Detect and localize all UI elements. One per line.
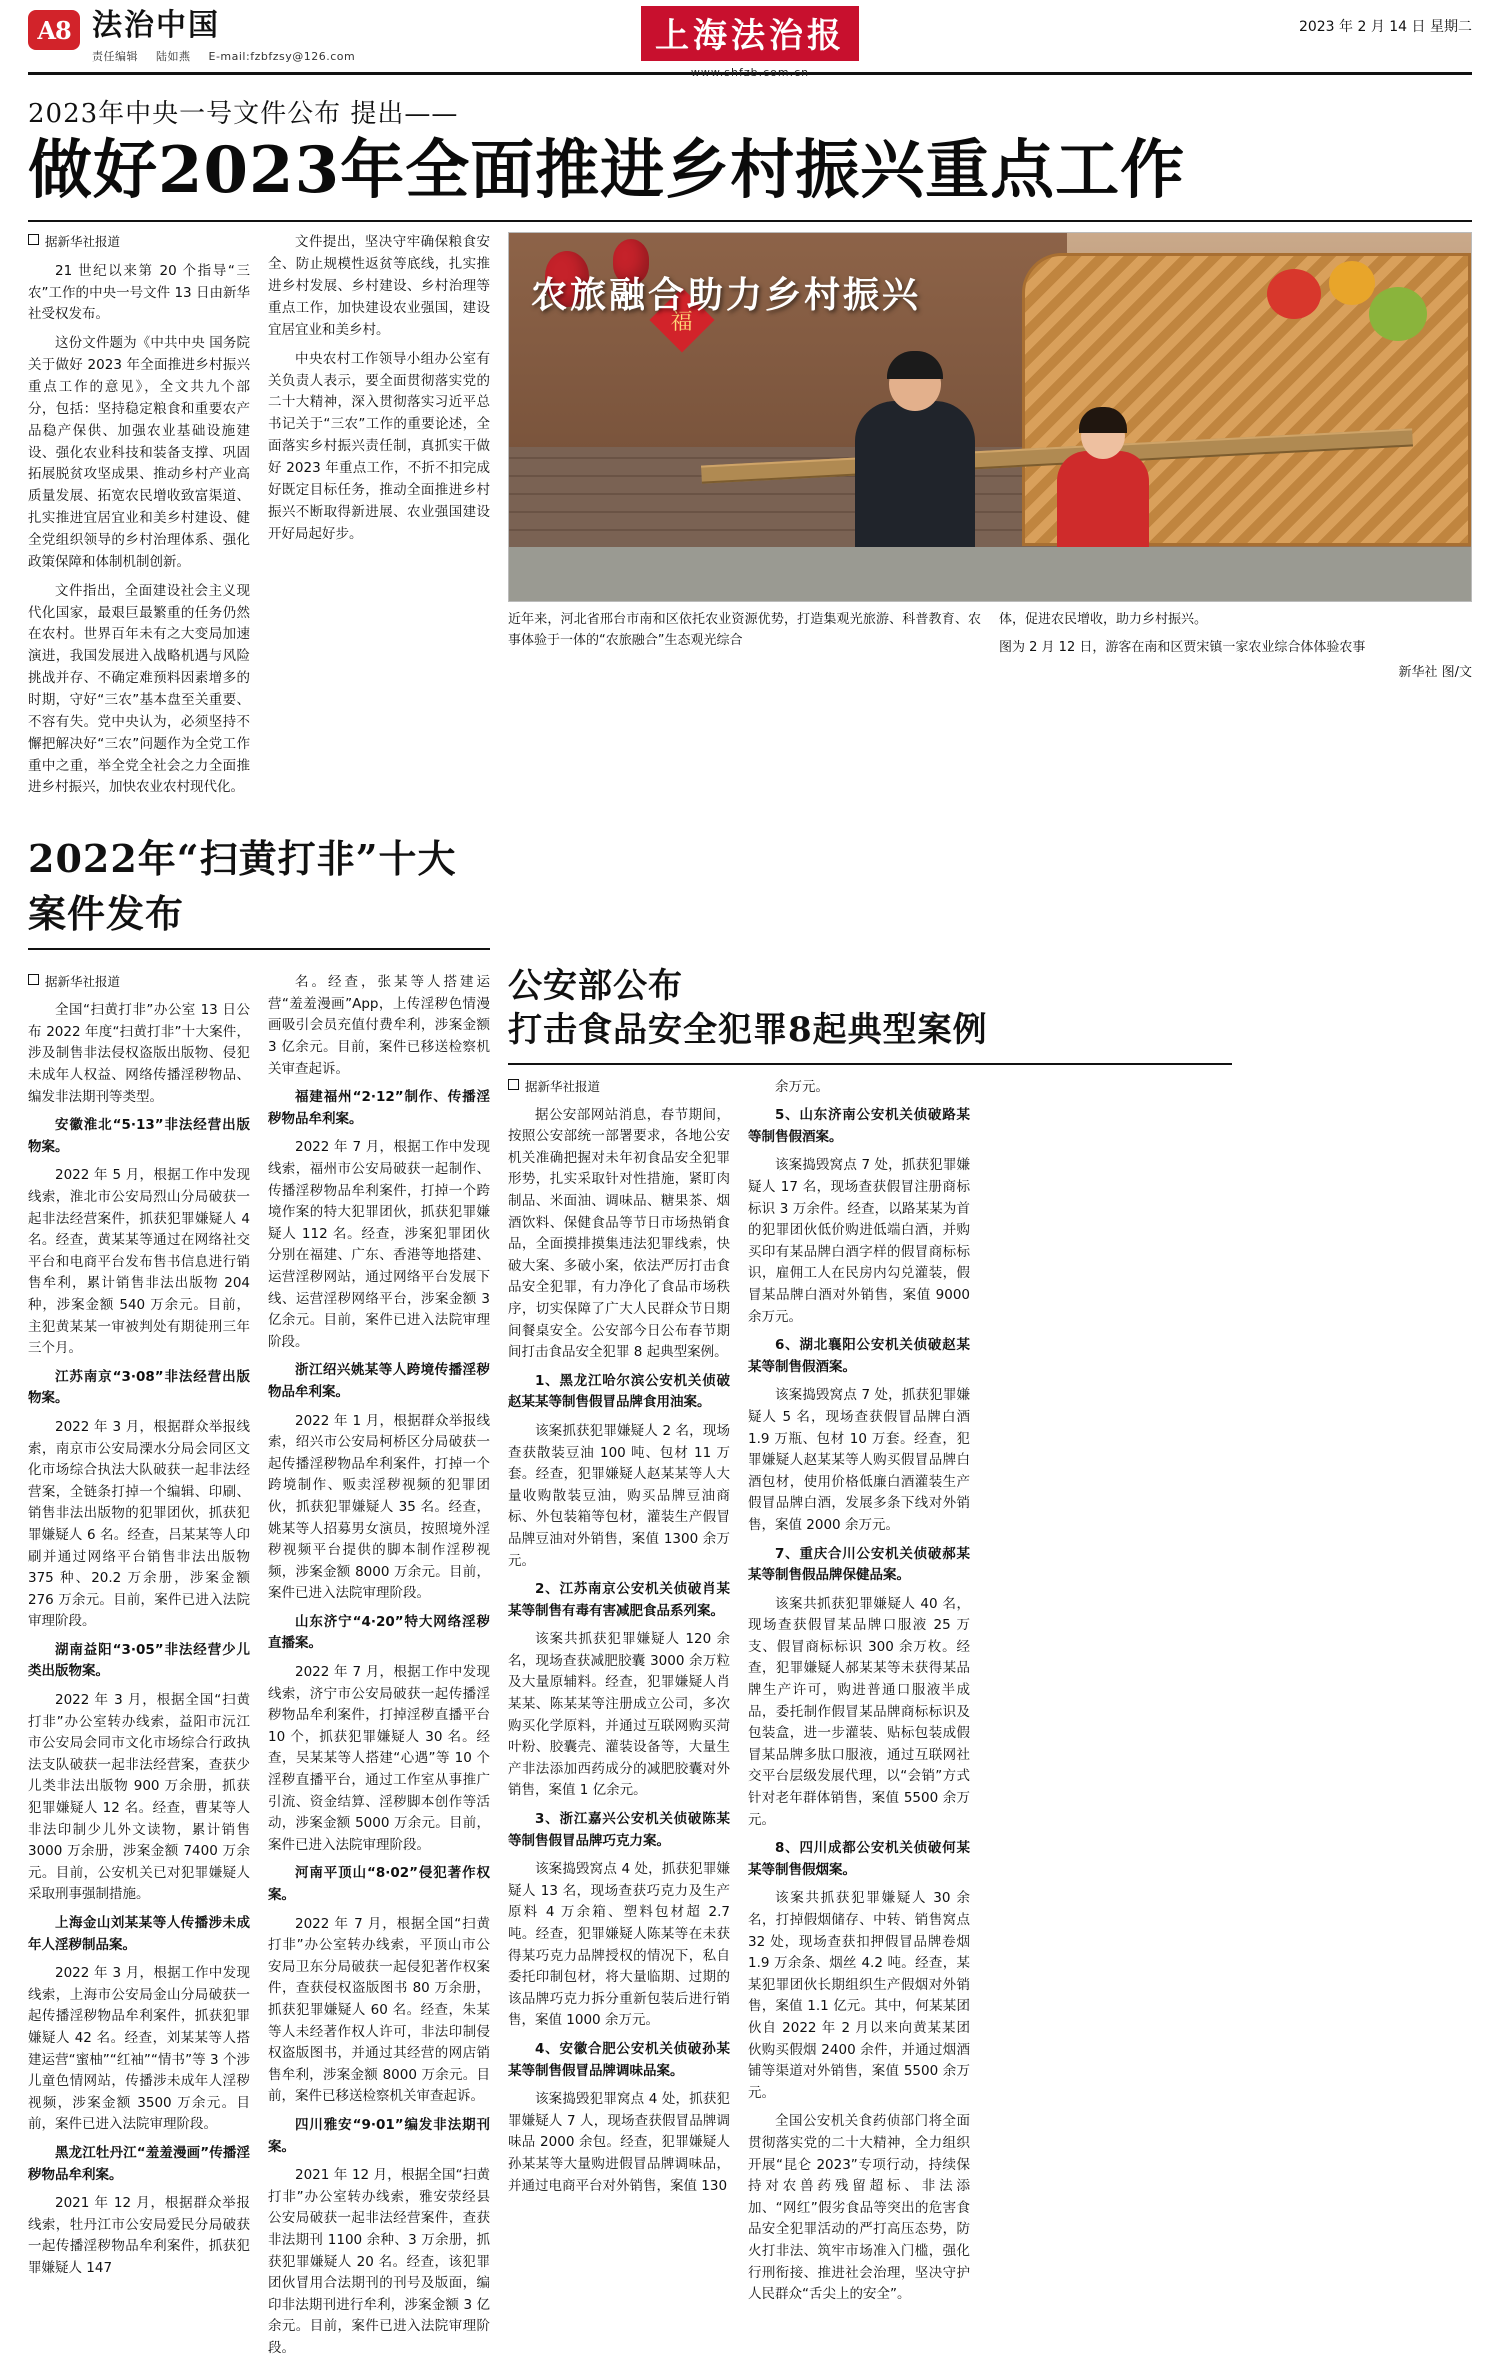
photo-box — [508, 232, 1472, 602]
lead-column-1 — [28, 232, 250, 806]
fu-character-decoration: 福 — [649, 288, 714, 353]
paragraph: 2022 年 3 月，根据工作中发现线索，上海市公安局金山分局破获一起传播淫秽物品牟利案件，抓获犯罪嫌疑人 42 名。经查，刘某某等人搭建运营“蜜柚”“红袖”“情书”等 3 个涉儿童色情网站，传播涉未成年人淫秽视频，涉案金额 3500 万余元。目前，案件已进入法院审理阶段。 — [28, 1965, 250, 2133]
paper-name: 上海法治报 — [641, 6, 859, 61]
photo-fruit — [1369, 287, 1427, 341]
photo-caption-right-wrap — [999, 610, 1472, 683]
paragraph: 该案共抓获犯罪嫌疑人 120 余名，现场查获减肥胶囊 3000 余万粒及大量原辅料。经查，犯罪嫌疑人肖某某、陈某某等注册成立公司，多次购买化学原料，并通过互联网购买菏叶粉、胶囊壳、灌装设备等，大量生产非法添加西药成分的减肥胶囊对外销售，案值 1 亿余元。 — [508, 1631, 730, 1799]
news-photo — [509, 233, 1471, 601]
case-title: 安徽淮北“5·13”非法经营出版物案。 — [28, 1117, 250, 1155]
case-title: 6、湖北襄阳公安机关侦破赵某某等制售假酒案。 — [748, 1337, 970, 1375]
case-title: 山东济宁“4·20”特大网络淫秽直播案。 — [268, 1613, 490, 1652]
left-section-header — [28, 828, 490, 950]
section-title: 法治中国 — [92, 8, 220, 43]
page-title: 做好2023年全面推进乡村振兴重点工作 — [28, 133, 1186, 208]
masthead-left — [28, 10, 369, 64]
photo-caption-left: 近年来，河北省邢台市南和区依托农业资源优势，打造集观光旅游、科普教育、农事体验于一体的“农旅融合”生态观光综合 — [508, 612, 981, 649]
case-title: 5、山东济南公安机关侦破路某等制售假酒案。 — [748, 1107, 970, 1145]
food-safety-column-2 — [748, 1077, 970, 2313]
paragraph: 中央农村工作领导小组办公室有关负责人表示，要全面贯彻落实党的二十大精神，深入贯彻落实习近平总书记关于“三农”工作的重要论述，全面落实乡村振兴责任制，真抓实干做好 2023 年重点工作，不折不扣完成好既定目标任务，推动全面推进乡村振兴不断取得新进展、农业强国建设开好局起好步。 — [268, 350, 490, 542]
paragraph: 该案捣毁窝点 4 处，抓获犯罪嫌疑人 13 名，现场查获巧克力及生产原料 4 万余箱、塑料包材超 2.7 吨。经查，犯罪嫌疑人陈某等在未获得某巧克力品牌授权的情况下，私自委托印制包材，将大量临期、过期的该品牌巧克力拆分重新包装后进行销售，案值 1000 余万元。 — [508, 1861, 730, 2029]
paragraph: 2021 年 12 月，根据群众举报线索，牡丹江市公安局爱民分局破获一起传播淫秽物品牟利案件，抓获犯罪嫌疑人 147 — [28, 2195, 250, 2276]
paragraph: 21 世纪以来第 20 个指导“三农”工作的中央一号文件 13 日由新华社受权发布。 — [28, 262, 250, 323]
section-heading-saohuang: 2022年“扫黄打非”十大案件发布 — [28, 836, 457, 937]
editor-label: 责任编辑 — [92, 49, 138, 63]
section-heading-line2: 打击食品安全犯罪8起典型案例 — [508, 1010, 988, 1051]
case-title: 3、浙江嘉兴公安机关侦破陈某等制售假冒品牌巧克力案。 — [508, 1811, 730, 1849]
photo-caption-area — [508, 610, 1472, 683]
page-badge: A8 — [28, 10, 80, 50]
source-tag: 据新华社报道 — [28, 232, 250, 252]
paragraph: 据公安部网站消息，春节期间，按照公安部统一部署要求，各地公安机关准确把握对未年初食品安全犯罪形势，扎实采取针对性措施，紧盯肉制品、米面油、调味品、糖果茶、烟酒饮料、保健食品等节日市场热销食品，全面摸排摸集违法犯罪线索，快破大案、多破小案，依法严厉打击食品安全犯罪，有力净化了食品市场秩序，切实保障了广大人民群众节日期间餐桌安全。公安部今日公布春节期间打击食品安全犯罪 8 起典型案例。 — [508, 1106, 730, 1361]
saohuang-column-1 — [28, 964, 250, 2366]
photo-caption-note: 图为 2 月 12 日，游客在南和区贾宋镇一家农业综合体体验农事 — [999, 640, 1366, 656]
paragraph: 全国“扫黄打非”办公室 13 日公布 2022 年度“扫黄打非”十大案件，涉及制售非法侵权盗版出版物、侵犯未成年人权益、网络传播淫秽物品、编发非法期刊等类型。 — [28, 1002, 250, 1105]
case-title: 7、重庆合川公安机关侦破郝某某等制售假品牌保健品案。 — [748, 1545, 970, 1584]
masthead — [28, 8, 1472, 79]
case-title: 福建福州“2·12”制作、传播淫秽物品牟利案。 — [268, 1089, 490, 1127]
food-safety-column-1 — [508, 1077, 730, 2313]
editor-line — [92, 48, 369, 64]
paragraph: 2022 年 3 月，根据全国“扫黄打非”办公室转办线索，益阳市沅江市公安局会同市文化市场综合行政执法支队破获一起非法经营案，查获少儿类非法出版物 900 万余册，抓获犯罪嫌疑人 12 名。经查，曹某等人非法印制少儿外文读物，累计销售 3000 万余册，涉案金额 7400 万余元。目前，公安机关已对犯罪嫌疑人采取刑事强制措施。 — [28, 1692, 250, 1903]
kicker: 2023年中央一号文件公布 提出—— — [28, 99, 459, 129]
section-rule — [508, 1063, 1232, 1065]
masthead-center — [641, 6, 859, 79]
paragraph: 余万元。 — [775, 1078, 829, 1095]
saohuang-column-2 — [268, 964, 490, 2366]
paragraph: 2022 年 1 月，根据群众举报线索，绍兴市公安局柯桥区分局破获一起传播淫秽物品牟利案件，打掉一个跨境制作、贩卖淫秽视频的犯罪团伙，抓获犯罪嫌疑人 35 名。经查，姚某等人招募男女演员，按照境外淫秽视频平台提供的脚本制作淫秽视频，涉案金额 8000 万余元。目前，案件已进入法院审理阶段。 — [268, 1412, 490, 1602]
paragraph: 名。经查，张某等人搭建运营“羞羞漫画”App，上传淫秽色情漫画吸引会员充值付费牟利，涉案金额 3 亿余元。目前，案件已移送检察机关审查起诉。 — [268, 974, 490, 1077]
body-wrap — [28, 232, 1472, 2366]
right-columns — [508, 1077, 1232, 2313]
case-title: 上海金山刘某某等人传播涉未成年人淫秽制品案。 — [28, 1915, 250, 1953]
paragraph: 该案抓获犯罪嫌疑人 2 名，现场查获散装豆油 100 吨、包材 11 万套。经查，犯罪嫌疑人赵某某等人大量收购散装豆油，购买品牌豆油商标、外包装箱等包材，灌装生产假冒品牌豆油对外销售，案值 1300 余万元。 — [508, 1422, 730, 1569]
top-area — [28, 232, 1472, 806]
issue-date: 2023 年 2 月 14 日 星期二 — [1298, 19, 1472, 35]
case-title: 2、江苏南京公安机关侦破肖某某等制售有毒有害减肥食品系列案。 — [508, 1581, 730, 1619]
case-title: 湖南益阳“3·05”非法经营少儿类出版物案。 — [28, 1641, 250, 1680]
paragraph: 这份文件题为《中共中央 国务院关于做好 2023 年全面推进乡村振兴重点工作的意见》，全文共九个部分，包括：坚持稳定粮食和重要农产品稳产保供、加强农业基础设施建设、强化农业科技和装备支撑、巩固拓展脱贫攻坚成果、推动乡村产业高质量发展、拓宽农民增收致富渠道、扎实推进宜居宜业和美乡村建设、健全党组织领导的乡村治理体系、强化政策保障和体制机制创新。 — [28, 335, 250, 570]
paragraph: 文件指出，全面建设社会主义现代化国家，最艰巨最繁重的任务仍然在农村。世界百年未有之大变局加速演进，我国发展进入战略机遇与风险挑战并存、不确定难预料因素增多的时期，守好“三农”基本盘至关重要、不容有失。党中央认为，必须坚持不懈把解决好“三农”问题作为全党工作重中之重，举全党全社会之力全面推进乡村振兴，加快农业农村现代化。 — [28, 582, 250, 796]
photo-credit: 新华社 图/文 — [1398, 664, 1472, 680]
paragraph: 文件提出，坚决守牢确保粮食安全、防止规模性返贫等底线，扎实推进乡村发展、乡村建设、乡村治理等重点工作，加快建设农业强国，建设宜居宜业和美乡村。 — [268, 234, 490, 338]
right-section — [508, 964, 1232, 2366]
paragraph: 该案共抓获犯罪嫌疑人 40 名，现场查获假冒某品牌口服液 25 万支、假冒商标标识 300 余万枚。经查，犯罪嫌疑人郝某某等未获得某品牌生产许可，购进普通口服液半成品，委托制作假冒某品牌商标标识及包装盒，进一步灌装、贴标包装成假冒某品牌多肽口服液，通过互联网社交平台层级发展代理，以“会销”方式针对老年群体销售，案值 5500 余万元。 — [748, 1595, 970, 1828]
editor-name: 陆如燕 — [156, 49, 191, 63]
paragraph: 2021 年 12 月，根据全国“扫黄打非”办公室转办线索，雅安荥经县公安局破获一起非法经营案件，查获非法期刊 1100 余种、3 万余册，抓获犯罪嫌疑人 20 名。经查，该犯罪团伙冒用合法期刊的刊号及版面，编印非法期刊进行牟利，涉案金额 3 亿余元。目前，案件已进入法院审理阶段。 — [268, 2167, 490, 2356]
case-title: 4、安徽合肥公安机关侦破孙某某等制售假冒品牌调味品案。 — [508, 2040, 730, 2079]
case-title: 河南平顶山“8·02”侵犯著作权案。 — [268, 1865, 490, 1904]
case-title: 8、四川成都公安机关侦破何某某等制售假烟案。 — [748, 1840, 970, 1878]
section-rule — [28, 948, 490, 950]
source-tag: 据新华社报道 — [508, 1077, 730, 1097]
paragraph: 2022 年 7 月，根据工作中发现线索，济宁市公安局破获一起传播淫秽物品牟利案件，打掉淫秽直播平台 10 个，抓获犯罪嫌疑人 30 名。经查，吴某某等人搭建“心遇”等 10 个淫秽直播平台，通过工作室从事推广引流、资金结算、淫秽脚本创作等活动，涉案金额 5000 万余元。目前，案件已进入法院审理阶段。 — [268, 1664, 490, 1853]
headline-rule — [28, 220, 1472, 222]
case-title: 1、黑龙江哈尔滨公安机关侦破赵某某等制售假冒品牌食用油案。 — [508, 1372, 730, 1411]
paragraph: 该案共抓获犯罪嫌疑人 30 余名，打掉假烟储存、中转、销售窝点 32 处，现场查获扣押假冒品牌卷烟 1.9 万余条、烟丝 4.2 吨。经查，某某犯罪团伙长期组织生产假烟对外销售，案值 1.1 亿元。其中，何某某团伙自 2022 年 2 月以来向黄某某团伙购买假烟 2400 余件，并通过烟酒铺等渠道对外销售，案值 5500 余万元。 — [748, 1890, 970, 2101]
section-title-wrap — [92, 10, 369, 64]
section-heading-line1: 公安部公布 — [508, 966, 683, 1007]
photo-column — [508, 232, 1472, 806]
paper-url[interactable]: www.shfzb.com.cn — [690, 66, 810, 79]
photo-overlay-title: 农旅融合助力乡村振兴 — [531, 274, 922, 317]
photo-ground — [509, 547, 1471, 601]
paragraph: 2022 年 7 月，根据全国“扫黄打非”办公室转办线索，平顶山市公安局卫东分局破获一起侵犯著作权案件，查获侵权盗版图书 80 万余册，抓获犯罪嫌疑人 60 名。经查，朱某等人未经著作权人许可，非法印制侵权盗版图书，并通过其经营的网店销售牟利，涉案金额 8000 万余元。目前，案件已移送检察机关审查起诉。 — [268, 1915, 490, 2105]
paragraph: 该案捣毁窝点 7 处，抓获犯罪嫌疑人 5 名，现场查获假冒品牌白酒 1.9 万瓶、包材 10 万套。经查，犯罪嫌疑人赵某某等人购买假冒品牌白酒包材，使用价格低廉白酒灌装生产假冒品牌白酒，发展多条下线对外销售，案值 2000 余万元。 — [748, 1387, 970, 1533]
case-title: 江苏南京“3·08”非法经营出版物案。 — [28, 1368, 250, 1407]
paragraph: 该案捣毁犯罪窝点 4 处，抓获犯罪嫌疑人 7 人，现场查获假冒品牌调味品 2000 余包。经查，犯罪嫌疑人孙某某等大量购进假冒品牌调味品，并通过电商平台对外销售，案值 130 — [508, 2091, 730, 2194]
photo-caption-right: 体，促进农民增收，助力乡村振兴。 — [999, 612, 1208, 628]
case-title: 四川雅安“9·01”编发非法期刊案。 — [268, 2116, 490, 2155]
editor-email: E-mail:fzbfzsy@126.com — [208, 49, 356, 63]
case-title: 黑龙江牡丹江“羞羞漫画”传播淫秽物品牟利案。 — [28, 2144, 250, 2183]
lead-column-2 — [268, 232, 490, 806]
source-tag: 据新华社报道 — [28, 972, 250, 992]
lower-area — [28, 964, 1472, 2366]
paragraph: 全国公安机关食药侦部门将全面贯彻落实党的二十大精神，全力组织开展“昆仑 2023”专项行动，持续保持对农兽药残留超标、非法添加、“网红”假劣食品等突出的危害食品安全犯罪活动的严打高压态势，防火打非法、筑牢市场准入门槛，强化行刑衔接、推进社会治理，坚决守护人民群众“舌尖上的安全”。 — [748, 2113, 970, 2303]
paragraph: 该案捣毁窝点 7 处，抓获犯罪嫌疑人 17 名，现场查获假冒注册商标标识 3 万余件。经查，以路某某为首的犯罪团伙低价购进低端白酒，并购买印有某品牌白酒字样的假冒商标标识，雇佣工人在民房内勾兑灌装，假冒某品牌白酒对外销售，案值 9000 余万元。 — [748, 1157, 970, 1325]
case-title: 浙江绍兴姚某等人跨境传播淫秽物品牟利案。 — [268, 1362, 490, 1400]
paragraph: 2022 年 3 月，根据群众举报线索，南京市公安局溧水分局会同区文化市场综合执法大队破获一起非法经营案，全链条打掉一个编辑、印刷、销售非法出版物的犯罪团伙，抓获犯罪嫌疑人 6 名。经查，吕某某等人印刷并通过网络平台销售非法出版物 375 种、20.2 万余册，涉案金额 276 万余元。目前，案件已进入法院审理阶段。 — [28, 1418, 250, 1630]
newspaper-page — [0, 8, 1500, 2356]
paragraph: 2022 年 5 月，根据工作中发现线索，淮北市公安局烈山分局破获一起非法经营案件，抓获犯罪嫌疑人 4 名。经查，黄某某等通过在网络社交平台和电商平台发布售书信息进行销售牟利，累计销售非法出版物 204 种，涉案金额 540 万余元。目前，主犯黄某某一审被判处有期徒刑三年三个月。 — [28, 1167, 250, 1357]
paragraph: 2022 年 7 月，根据工作中发现线索，福州市公安局破获一起制作、传播淫秽物品牟利案件，打掉一个跨境作案的特大犯罪团伙，抓获犯罪嫌疑人 112 名。经查，涉案犯罪团伙分别在福建、广东、香港等地搭建、运营淫秽网站，通过网络平台发展下线、运营淫秽网络平台，涉案金额 3 亿余元。目前，案件已进入法院审理阶段。 — [268, 1139, 490, 1350]
